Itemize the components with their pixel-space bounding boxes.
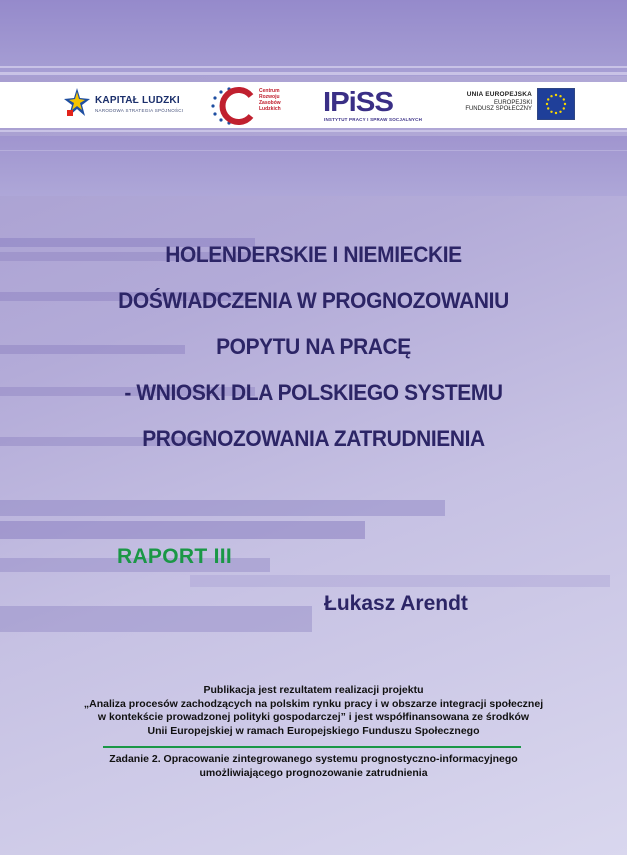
eu-line-3: FUNDUSZ SPOŁECZNY bbox=[465, 106, 532, 112]
title-line: POPYTU NA PRACĘ bbox=[216, 334, 411, 359]
publication-line: „Analiza procesów zachodzących na polskim rynku pracy i w obszarze integracji społecznej bbox=[83, 697, 544, 710]
eu-star-icon bbox=[564, 103, 566, 105]
ipiss-logo-subtitle: INSTYTUT PRACY I SPRAW SOCJALNYCH bbox=[324, 117, 423, 122]
publication-line: Publikacja jest rezultatem realizacji projektu bbox=[203, 684, 424, 696]
kapital-ludzki-title: KAPITAŁ LUDZKI bbox=[95, 95, 180, 106]
task-line: umożliwiającego prognozowanie zatrudnienia bbox=[199, 766, 428, 779]
ipiss-logo-title: IPiSS bbox=[323, 86, 393, 117]
eu-star-icon bbox=[555, 94, 557, 96]
eu-star-icon bbox=[559, 95, 561, 97]
publication-line: Unii Europejskiej w ramach Europejskiego Funduszu Społecznego bbox=[147, 724, 480, 737]
title-line: PROGNOZOWANIA ZATRUDNIENIA bbox=[142, 426, 485, 451]
crzl-line: Zasobów bbox=[259, 100, 281, 106]
crzl-logo-text bbox=[259, 88, 281, 112]
title-line: - WNIOSKI DLA POLSKIEGO SYSTEMU bbox=[124, 380, 503, 405]
crzl-line: Centrum bbox=[259, 88, 280, 94]
author-name: Łukasz Arendt bbox=[324, 592, 468, 615]
crzl-line: Rozwoju bbox=[259, 94, 280, 100]
eu-star-icon bbox=[550, 111, 552, 113]
eu-star-icon bbox=[547, 107, 549, 109]
task-note bbox=[0, 753, 627, 780]
decorative-stripe bbox=[0, 72, 627, 75]
kapital-ludzki-star-icon bbox=[64, 88, 90, 120]
eu-star-icon bbox=[559, 111, 561, 113]
crzl-logo-icon bbox=[209, 86, 257, 126]
eu-star-icon bbox=[547, 98, 549, 100]
eu-line-1: UNIA EUROPEJSKA bbox=[466, 91, 532, 98]
sub-color-band bbox=[0, 136, 627, 196]
task-line: Zadanie 2. Opracowanie zintegrowanego systemu prognostyczno-informacyjnego bbox=[109, 753, 518, 765]
title-line: DOŚWIADCZENIA W PROGNOZOWANIU bbox=[118, 288, 509, 313]
eu-star-icon bbox=[563, 98, 565, 100]
eu-logo-text bbox=[448, 91, 532, 112]
publication-line: w kontekście prowadzonej polityki gospodarczej” i jest współfinansowana ze środków bbox=[97, 711, 530, 723]
eu-flag-icon bbox=[537, 88, 575, 120]
eu-star-icon bbox=[563, 107, 565, 109]
crzl-line: Ludzkich bbox=[259, 106, 281, 112]
report-label: RAPORT III bbox=[117, 545, 233, 568]
eu-star-icon bbox=[550, 95, 552, 97]
divider-line bbox=[103, 746, 521, 748]
title-line: HOLENDERSKIE I NIEMIECKIE bbox=[165, 242, 462, 267]
eu-star-icon bbox=[555, 112, 557, 114]
eu-line-2: EUROPEJSKI bbox=[493, 100, 532, 106]
top-color-band bbox=[0, 0, 627, 76]
decorative-stripe bbox=[0, 66, 627, 68]
kapital-ludzki-subtitle: NARODOWA STRATEGIA SPÓJNOŚCI bbox=[95, 108, 184, 113]
publication-note bbox=[0, 684, 627, 738]
document-title bbox=[22, 232, 605, 462]
decorative-stripe bbox=[0, 130, 627, 132]
eu-star-icon bbox=[546, 103, 548, 105]
